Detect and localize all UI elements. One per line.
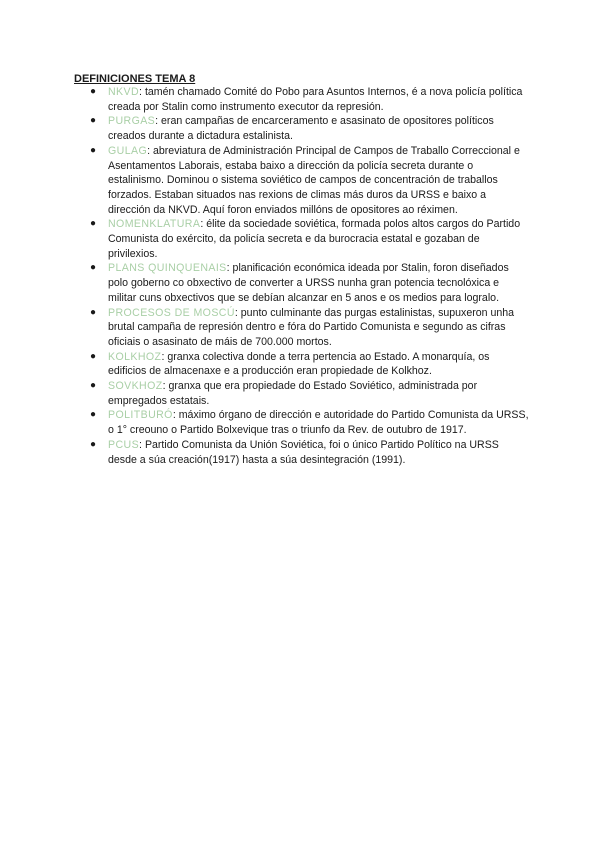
definition-item [90, 350, 530, 379]
definition-term: NOMENKLATURA [108, 218, 201, 231]
term-separator: : [161, 350, 165, 363]
definition-item [90, 217, 530, 261]
definition-item [90, 408, 530, 437]
bullet-icon: ● [90, 350, 97, 362]
definition-text: élite da sociedade soviética, formada polos altos cargos do Partido Comunista do exército, da policía secreta e da burocracia estatal e gozaban de privilexios. [108, 218, 521, 260]
definition-text: máximo órgano de dirección e autoridade do Partido Comunista da URSS, o 1° creouno o Partido Bolxevique tras o triunfo da Rev. de outubro de 1917. [108, 409, 529, 437]
definition-text: Partido Comunista da Unión Soviética, foi o único Partido Político na URSS desde a súa creación(1917) hasta a súa desintegración (1991). [108, 438, 499, 466]
definition-term: KOLKHOZ [108, 350, 162, 363]
definition-term: SOVKHOZ [108, 380, 163, 393]
definition-item [90, 261, 530, 305]
bullet-icon: ● [90, 262, 97, 274]
bullet-icon: ● [90, 380, 97, 392]
term-separator: : [155, 115, 159, 128]
definition-term: PURGAS [108, 115, 156, 128]
definition-item [90, 144, 530, 218]
definition-item [90, 379, 530, 408]
definition-item [90, 306, 530, 350]
definition-text: abreviatura de Administración Principal de Campos de Traballo Correccional e Asentamentos Laborais, estaba baixo a dirección da policía secreta durante o estalinismo. Dominou o sistema soviético de campos de concentración de traballos forzados. Estaban situados nas rexions de climas más duros da URSS e baixo a dirección da NKVD. Aquí foron enviados millóns de opositores ao réximen. [108, 144, 520, 216]
definition-text: planificación económica ideada por Stalin, foron diseñados polo goberno co obxectivo de converter a URSS nunha gran potencia tecnolóxica e militar cuns obxectivos que se debían alcanzar en 5 anos e os medios para logralo. [108, 262, 509, 304]
definition-term: GULAG [108, 144, 148, 157]
definition-term: NKVD [108, 86, 140, 98]
bullet-icon: ● [90, 115, 97, 127]
definition-item [90, 114, 530, 143]
definition-text: tamén chamado Comité do Pobo para Asuntos Internos, é a nova policía política creada por Stalin como instrumento executor da represión. [108, 86, 523, 113]
definition-text: granxa colectiva donde a terra pertencia ao Estado. A monarquía, os edificios de almacenaxe e a producción eran propiedade de Kolkhoz. [108, 350, 490, 378]
term-separator: : [139, 86, 142, 98]
term-separator: : [200, 218, 204, 231]
document-title: DEFINICIONES TEMA 8 [74, 73, 196, 85]
bullet-icon: ● [90, 218, 97, 230]
term-separator: : [162, 380, 166, 393]
definition-text: punto culminante das purgas estalinistas, supuxeron unha brutal campaña de represión dentro e fóra do Partido Comunista e segundo as cifras oficiais o asasinato de máis de 700.000 mortos. [108, 306, 515, 348]
bullet-icon: ● [90, 409, 97, 421]
bullet-icon: ● [90, 144, 97, 156]
definition-term: PCUS [108, 438, 140, 451]
term-separator: : [139, 438, 142, 451]
term-separator: : [172, 409, 176, 422]
term-separator: : [147, 144, 151, 157]
bullet-icon: ● [90, 86, 97, 97]
definitions-list [90, 85, 530, 467]
bullet-icon: ● [90, 438, 97, 450]
definition-term: PLANS QUINQUENAIS [108, 262, 227, 275]
definition-item [90, 438, 530, 467]
term-separator: : [226, 262, 230, 275]
definition-text: granxa que era propiedade do Estado Soviético, administrada por empregados estatais. [108, 380, 478, 407]
definition-term: PROCESOS DE MOSCÚ [108, 306, 235, 319]
definition-item [90, 85, 530, 114]
term-separator: : [234, 306, 238, 319]
definition-text: eran campañas de encarceramento e asasinato de opositores políticos creados durante a dictadura estalinista. [108, 115, 494, 143]
bullet-icon: ● [90, 306, 97, 318]
definition-term: POLITBURÓ [108, 409, 173, 422]
